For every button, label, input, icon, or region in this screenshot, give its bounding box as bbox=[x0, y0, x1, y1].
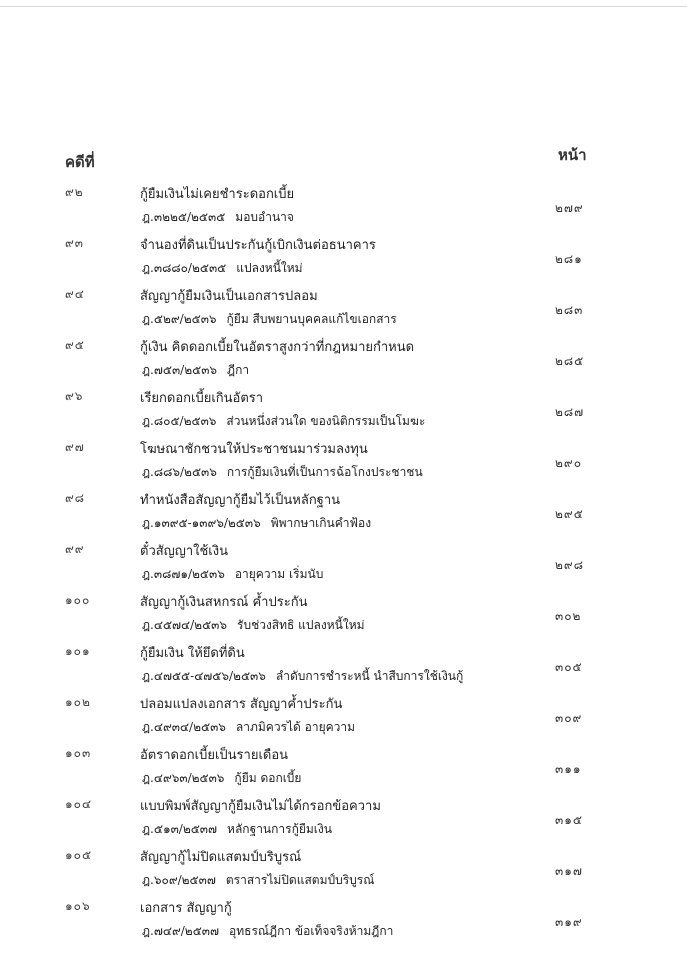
case-detail bbox=[142, 208, 294, 227]
ruling-topic: อายุความ เริ่มนับ bbox=[234, 567, 324, 581]
page-number: ๓๑๕ bbox=[555, 813, 583, 827]
case-number: ๙๓ bbox=[65, 236, 84, 250]
toc-entry bbox=[0, 897, 687, 949]
case-title: กู้ยืมเงิน ให้ยึดที่ดิน bbox=[140, 646, 245, 661]
case-title: สัญญากู้เงินสหกรณ์ ค้ำประกัน bbox=[140, 595, 308, 610]
case-number: ๙๙ bbox=[65, 542, 85, 556]
ruling-reference: ฎ.๕๒๙/๒๕๓๖ bbox=[142, 312, 217, 326]
case-detail bbox=[142, 310, 397, 329]
case-title: เรียกดอกเบี้ยเกินอัตรา bbox=[140, 391, 264, 406]
case-detail bbox=[142, 922, 393, 941]
toc-entry bbox=[0, 387, 687, 439]
ruling-topic: รับช่วงสิทธิ แปลงหนี้ใหม่ bbox=[237, 618, 365, 632]
toc-entry bbox=[0, 183, 687, 235]
page-number: ๓๐๒ bbox=[555, 609, 582, 623]
ruling-reference: ฎ.๗๕๓/๒๕๓๖ bbox=[142, 363, 218, 377]
ruling-reference: ฎ.๖๐๙/๒๕๓๗ bbox=[142, 873, 216, 887]
ruling-topic: ฎีกา bbox=[227, 363, 250, 377]
case-detail bbox=[142, 565, 323, 584]
case-column-header: คดีที่ bbox=[65, 153, 95, 171]
ruling-topic: มอบอำนาจ bbox=[235, 210, 294, 224]
case-title: ปลอมแปลงเอกสาร สัญญาค้ำประกัน bbox=[140, 697, 343, 712]
toc-entry bbox=[0, 795, 687, 847]
page-number: ๒๙๘ bbox=[555, 558, 584, 572]
toc-entry bbox=[0, 744, 687, 796]
page-number: ๒๘๕ bbox=[555, 354, 585, 368]
case-title: ทำหนังสือสัญญากู้ยืมไว้เป็นหลักฐาน bbox=[140, 493, 341, 508]
ruling-topic: การกู้ยืมเงินที่เป็นการฉ้อโกงประชาชน bbox=[226, 465, 423, 479]
ruling-reference: ฎ.๓๒๒๕/๒๕๓๕ bbox=[142, 210, 226, 224]
ruling-reference: ฎ.๘๘๖/๒๕๓๖ bbox=[142, 465, 217, 479]
case-number: ๑๐๓ bbox=[65, 746, 92, 760]
ruling-reference: ฎ.๔๙๖๓/๒๕๓๖ bbox=[142, 771, 225, 785]
page-column-header: หน้า bbox=[558, 146, 587, 164]
case-number: ๑๐๐ bbox=[65, 593, 91, 607]
case-detail bbox=[142, 259, 303, 278]
ruling-reference: ฎ.๘๐๕/๒๕๓๖ bbox=[142, 414, 217, 428]
case-number: ๙๗ bbox=[65, 440, 85, 454]
toc-entry bbox=[0, 540, 687, 592]
page-number: ๒๘๗ bbox=[555, 405, 585, 419]
case-number: ๙๒ bbox=[65, 185, 84, 199]
case-detail bbox=[142, 769, 301, 788]
case-detail bbox=[142, 667, 463, 686]
page-number: ๓๑๑ bbox=[555, 762, 582, 776]
page-number: ๓๑๙ bbox=[555, 915, 583, 929]
ruling-reference: ฎ.๔๗๕๕-๔๗๕๖/๒๕๓๖ bbox=[142, 669, 266, 683]
case-title: สัญญากู้ยืมเงินเป็นเอกสารปลอม bbox=[140, 289, 318, 304]
toc-entry bbox=[0, 693, 687, 745]
page-number: ๒๙๐ bbox=[555, 456, 583, 470]
toc-entry bbox=[0, 438, 687, 490]
case-number: ๑๐๒ bbox=[65, 695, 91, 709]
toc-entry bbox=[0, 336, 687, 388]
case-detail bbox=[142, 463, 423, 482]
ruling-topic: หลักฐานการกู้ยืมเงิน bbox=[227, 822, 332, 836]
toc-entry bbox=[0, 489, 687, 541]
ruling-topic: ตราสารไม่ปิดแสตมป์บริบูรณ์ bbox=[225, 873, 375, 887]
page-number: ๒๙๕ bbox=[555, 507, 584, 521]
ruling-reference: ฎ.๓๘๘๐/๒๕๓๕ bbox=[142, 261, 227, 275]
case-number: ๙๘ bbox=[65, 491, 86, 505]
case-number: ๑๐๕ bbox=[65, 848, 93, 862]
ruling-reference: ฎ.๔๙๓๔/๒๕๓๖ bbox=[142, 720, 226, 734]
case-detail bbox=[142, 871, 374, 890]
ruling-topic: ลำดับการชำระหนี้ นำสืบการใช้เงินกู้ bbox=[275, 669, 464, 683]
case-detail bbox=[142, 718, 355, 737]
case-number: ๑๐๑ bbox=[65, 644, 91, 658]
case-title: ตั๋วสัญญาใช้เงิน bbox=[140, 544, 228, 559]
page-number: ๒๘๓ bbox=[555, 303, 584, 317]
case-title: สัญญากู้ไม่ปิดแสตมป์บริบูรณ์ bbox=[140, 850, 302, 865]
toc-entry bbox=[0, 846, 687, 898]
case-number: ๙๖ bbox=[65, 389, 84, 403]
case-number: ๑๐๔ bbox=[65, 797, 93, 811]
case-title: จำนองที่ดินเป็นประกันกู้เบิกเงินต่อธนาคาร bbox=[140, 238, 376, 253]
case-detail bbox=[142, 514, 371, 533]
case-detail bbox=[142, 616, 365, 635]
toc-entry bbox=[0, 591, 687, 643]
case-title: แบบพิมพ์สัญญากู้ยืมเงินไม่ได้กรอกข้อความ bbox=[140, 799, 381, 814]
scan-edge-line bbox=[0, 6, 687, 7]
case-title: อัตราดอกเบี้ยเป็นรายเดือน bbox=[140, 748, 289, 763]
toc-entry bbox=[0, 642, 687, 694]
page-number: ๓๐๕ bbox=[555, 660, 583, 674]
case-detail bbox=[142, 820, 332, 839]
case-number: ๑๐๖ bbox=[65, 899, 91, 913]
ruling-topic: ส่วนหนึ่งส่วนใด ของนิติกรรมเป็นโมฆะ bbox=[226, 414, 426, 428]
case-title: โฆษณาชักชวนให้ประชาชนมาร่วมลงทุน bbox=[140, 442, 368, 457]
toc-entry bbox=[0, 234, 687, 286]
page-number: ๓๐๙ bbox=[555, 711, 583, 725]
ruling-topic: กู้ยืม ดอกเบี้ย bbox=[234, 771, 302, 785]
ruling-topic: แปลงหนี้ใหม่ bbox=[236, 261, 303, 275]
ruling-topic: อุทธรณ์ฎีกา ข้อเท็จจริงห้ามฎีกา bbox=[229, 924, 394, 938]
ruling-topic: พิพากษาเกินคำฟ้อง bbox=[270, 516, 372, 530]
ruling-topic: ลาภมิควรได้ อายุความ bbox=[235, 720, 356, 734]
page-number: ๒๘๑ bbox=[555, 252, 583, 266]
ruling-reference: ฎ.๗๔๙/๒๕๓๗ bbox=[142, 924, 220, 938]
ruling-topic: กู้ยืม สืบพยานบุคคลแก้ไขเอกสาร bbox=[226, 312, 397, 326]
ruling-reference: ฎ.๑๓๙๕-๑๓๙๖/๒๕๓๖ bbox=[142, 516, 261, 530]
ruling-reference: ฎ.๕๑๓/๒๕๓๗ bbox=[142, 822, 218, 836]
page-number: ๓๑๗ bbox=[555, 864, 583, 878]
case-title: กู้ยืมเงินไม่เคยชำระดอกเบี้ย bbox=[140, 187, 295, 202]
case-title: กู้เงิน คิดดอกเบี้ยในอัตราสูงกว่าที่กฎหมายกำหนด bbox=[140, 340, 415, 355]
case-number: ๙๕ bbox=[65, 338, 85, 352]
ruling-reference: ฎ.๓๘๗๑/๒๕๓๖ bbox=[142, 567, 225, 581]
page-number: ๒๗๙ bbox=[555, 201, 584, 215]
toc-entry bbox=[0, 285, 687, 337]
ruling-reference: ฎ.๔๕๗๔/๒๕๓๖ bbox=[142, 618, 227, 632]
case-title: เอกสาร สัญญากู้ bbox=[140, 901, 232, 916]
case-detail bbox=[142, 412, 425, 431]
case-detail bbox=[142, 361, 249, 380]
case-number: ๙๔ bbox=[65, 287, 85, 301]
